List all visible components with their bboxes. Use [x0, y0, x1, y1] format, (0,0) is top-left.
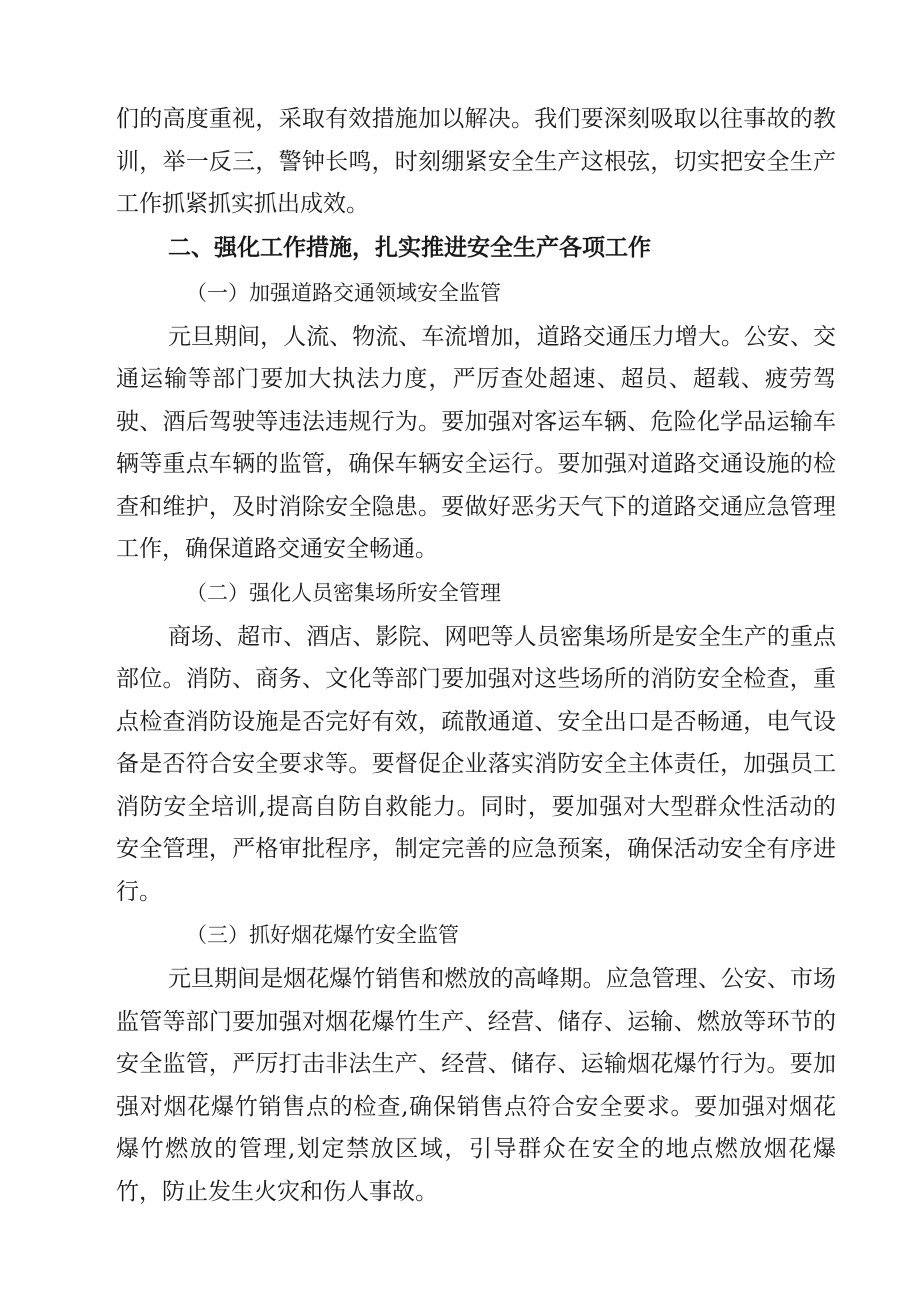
paragraph-crowded-places: 商场、超市、酒店、影院、网吧等人员密集场所是安全生产的重点部位。消防、商务、文化等部门要加强对这些场所的消防安全检查，重点检查消防设施是否完好有效，疏散通道、安全出口是否畅通，电气设备是否符合安全要求等。要督促企业落实消防安全主体责任，加强员工消防安全培训,提高自防自救能力。同时，要加强对大型群众性活动的安全管理，严格审批程序，制定完善的应急预案，确保活动安全有序进行。 — [116, 623, 836, 905]
subheading-fireworks: （三）抓好烟花爆竹安全监管 — [186, 923, 459, 947]
paragraph-fireworks: 元旦期间是烟花爆竹销售和燃放的高峰期。应急管理、公安、市场监管等部门要加强对烟花爆竹生产、经营、储存、运输、燃放等环节的安全监管，严厉打击非法生产、经营、储存、运输烟花爆竹行为。要加强对烟花爆竹销售点的检查,确保销售点符合安全要求。要加强对烟花爆竹燃放的管理,划定禁放区域，引导群众在安全的地点燃放烟花爆竹，防止发生火灾和伤人事故。 — [116, 966, 836, 1205]
subheading-road-traffic: （一）加强道路交通领域安全监管 — [186, 280, 501, 305]
paragraph-road-traffic: 元旦期间，人流、物流、车流增加，道路交通压力增大。公安、交通运输等部门要加大执法力度，严厉查处超速、超员、超载、疲劳驾驶、酒后驾驶等违法违规行为。要加强对客运车辆、危险化学品运输车辆等重点车辆的监管，确保车辆安全运行。要加强对道路交通设施的检查和维护，及时消除安全隐患。要做好恶劣天气下的道路交通应急管理工作，确保道路交通安全畅通。 — [116, 323, 836, 562]
document-body — [116, 98, 836, 1213]
section-heading-two: 二、强化工作措施，扎实推进安全生产各项工作 — [168, 234, 651, 261]
paragraph-continuation: 们的高度重视，采取有效措施加以解决。我们要深刻吸取以往事故的教训，举一反三，警钟长鸣，时刻绷紧安全生产这根弦，切实把安全生产工作抓紧抓实抓出成效。 — [116, 106, 836, 217]
subheading-crowded-places: （二）强化人员密集场所安全管理 — [186, 580, 501, 605]
